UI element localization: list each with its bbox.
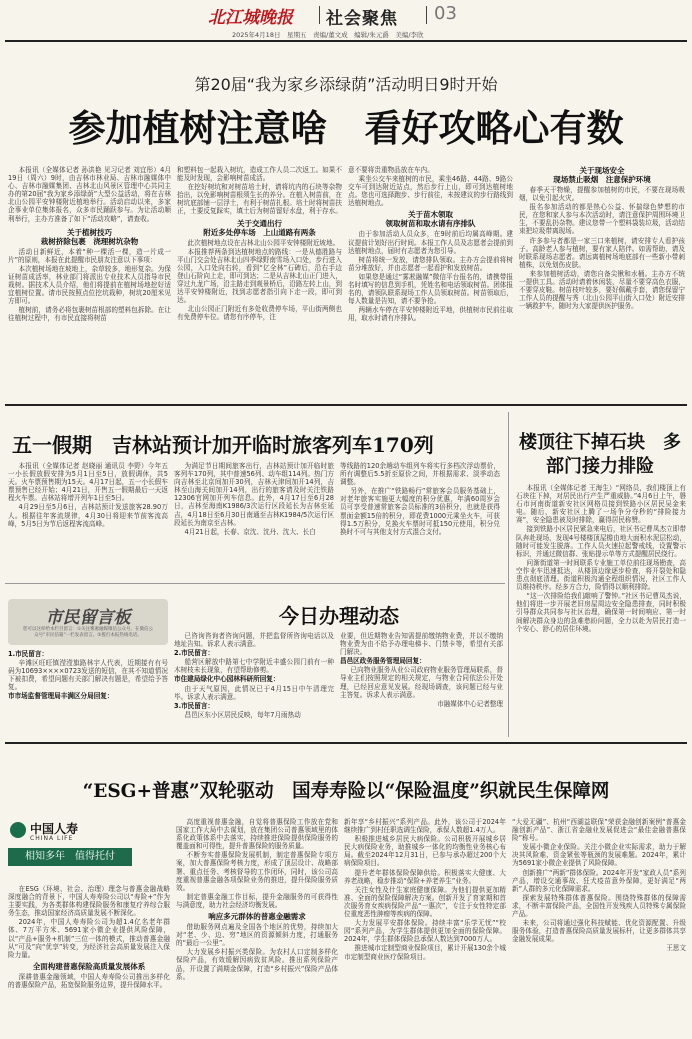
paragraph: 接到铁路小区居民紧急来电后，社区书记曹凤杰立即带队奔赴现场，发现4号楼楼顶屋檐由地大面积水泥层松动，随时可能发生脱落。工作人员火速拉起警戒线，设置警示标识，并通过微信群、张贴提示单等方式提醒居民绕行。 bbox=[516, 525, 686, 558]
paragraph: 辛滩区旺旺镇滢滢旗路林宇人代表，近期接有有号码为10693××××0723发送的短信，在其不知道情况下被扣费，希望问题有关部门解决有题是，希望给予答复。 bbox=[8, 659, 168, 692]
section-title: 社会聚焦 bbox=[326, 9, 398, 29]
paragraph: 本次植树场地在坡地上，杂草较多，地形复杂。为保证树苗成活率，林业部门将派出专业技术人员指导市民栽树。据技术人员介绍，他们将提前在植树场地挖好适宜植树位置。请市民按照点位挖坑栽种，树坑20厘米见方即可。 bbox=[8, 264, 171, 306]
paragraph: 大力发展乡村振兴类保险。为农村人口定制多样化保险产品，有效缓解因病致贫风险。推出系列保险产品，开设置了满期金保障，打造“乡村振兴”保险产品体系。 bbox=[176, 948, 338, 981]
paragraph: 许多参与者都是一家三口来植树，请安排专人看护孩子。高龄老人参与植树，要有家人陪伴。如需帮助，请及时联系现场志愿者。请远离植树场地底部有一些新小带刺植株，以免划伤皮肤。 bbox=[519, 236, 685, 269]
ad-headline: “ESG+普惠”双轮驱动 国寿寿险以“保险温度”织就民生保障网 bbox=[82, 781, 610, 802]
reply-label: 昌邑区政务服务管理局回复： bbox=[340, 657, 426, 666]
paragraph: 为满足节日期间旅客出行，吉林站预计加开临时旅客列车170列，其中普速56列、动车组114列。热门方向吉林至北京间加开30列，吉林天津间加开14列，吉林至山海关间加开14列，出行的旅客请及时关注铁路12306官网加开列车信息。此外，4月17日至6月28日，吉林至海南K1986/3次运行区段延长为吉林至延吉，4月18日至6月30日南通至吉林K1984/5次运行区段延长为南京至吉林。 bbox=[174, 462, 334, 527]
china-life-emblem-icon bbox=[10, 822, 26, 838]
paragraph: 如果您是通过“雾凇融媒”微信平台报名的，请携带报名时填写的信息到手机，凭姓名和电话领取树苗。团体报名的，请领队联系现场工作人员领取树苗。树苗领取后，每人数量是告知，请不要争抢。 bbox=[348, 272, 513, 306]
divider-line bbox=[5, 583, 505, 584]
reply-label: 市住建局绿化中心园林科研所回复： bbox=[174, 675, 280, 684]
paragraph: 探索发展特殊群体普惠保险。围绕特殊群体的保障需求，不断丰富保险产品，全国性开发残疾人员特殊专属保险产品。 bbox=[512, 893, 686, 919]
paragraph: 来参加植树活动，请您自备尖锹和水桶。主办方不统一提供工具。活动时请着休闲装，尽量不要穿高色衣服，不要穿皮鞋。树苗枝叶较多，要好佩戴手套，请您保留宁工作人员的提醒与秀（北山公园平山街入口处）附近安排一辆救护车，随时为大家提供医护服务。 bbox=[519, 269, 685, 311]
column-divider bbox=[508, 412, 509, 737]
china-life-logo bbox=[8, 818, 140, 874]
paragraph: 本报讯（全媒体记者 孙洪艳 见习记者 刘宜彤）4月19日（周六）9时，由吉林市林业局、吉林市融媒体中心、吉林市融媒集团、吉林北山风景区管理中心共同主办的第20届“我为家乡添绿荫”大型公益活动，将在吉林北山公园平安钟楼附近植地举行。活动启动以来，多家企事业单位集体报名，众多市民踊跃参与。为让活动顺利举行，主办方准备了如下“活动攻略”，请查收。 bbox=[8, 166, 171, 223]
paragraph: 春季天干物燥，提醒参加植树的市民，不要在现场吸烟，以免引起火灾。 bbox=[519, 186, 685, 203]
paragraph: 问渐街道第一时间联系专业施工单位前往现场勘查，高空作业车迅速抵达，从楼顶边缘逐步检查，将开裂处和隐患点彻底清理。街道积极沟通全程组织情况，社区工作人员维持秩序。经多方合力，险情得以顺利排除。 bbox=[516, 558, 686, 592]
masthead-divider bbox=[319, 6, 320, 24]
subheading: 响应多元群体的普惠金融需求 bbox=[208, 912, 306, 922]
ad-col-1 bbox=[8, 885, 170, 1035]
paragraph: 大力发展平安群体保险。持续丰富“乐学无忧”“校园”系列产品，为学生群体提供更加全面的保险保障。2024年，学生群体保险总承保人数达到7000万人。 bbox=[344, 919, 506, 944]
paragraph: 等线路的120余趟动车组列车将实行多档次浮动票价，所有调整后5.5折至原价之间，并根据需求、淡季动态调整。 bbox=[340, 462, 500, 487]
paragraph: 未来，公司将通过强化科技赋能、优化资源配置、升级服务体验，打造普惠保险高质量发展标杆，让更多群体共享金融发展成果。 bbox=[512, 919, 686, 944]
paragraph: 本报推荐两条到达植树地点的路线：一是从德胜路与平山门交会处吉林北山四季绿野南雪场入口处，步行进入公园，入口处向右转，看到“亿全林”石碑后，沿右手边登山石阶向上走，即可到达；二是从吉林北山正门进入，穿过九龙广场，沿主路走到观景桥后，沿路左转上山，到达平安钟楼附近，找到志愿者指引向下走一段，即可到达。 bbox=[177, 247, 342, 305]
paragraph: 本报讯（全媒体记者 赵晓丽 通讯员 李野）今年五一小长假放假安排为5月1日至5日，放假调休，共5天。火车票预售期为15天。4月17日起，五一小长假车票预售已经开始；4月21日，开售五一假期最后一天返程火车票。吉林站将增开列车1日至5日。 bbox=[8, 462, 168, 503]
item-label: 1.市民留言： bbox=[8, 650, 49, 658]
paragraph: 深耕普惠金融领域，中国人寿寿险公司推出多样化的普惠保险产品，拓宽保险服务边界，提升保障水平。 bbox=[8, 972, 170, 989]
holiday-headline: 五一假期 吉林站预计加开临时旅客列车170列 bbox=[12, 433, 434, 457]
page-number: 03 bbox=[434, 3, 457, 24]
paragraph: 2024年，中国人寿寿险公司为超1.4亿名老年群体、7万平方米、5691家小微企业提供风险保障，以“产品+服务+机制”三位一体的模式，推动普惠金融从“可及”向“优享”转变，为经济社会高质量发展注入保险力量。 bbox=[8, 918, 170, 959]
subheading: 附近多处停车场 上山道路有两条 bbox=[203, 227, 316, 237]
paragraph: 在ESG（环境、社会、治理）理念与普惠金融战略深度融合的背景下，中国人寿寿险公司以“寿险+”作为主要实践，为各类群体构建保险服务和康复疗养综合服务生态，推动国家经济高质量发展不断深化。 bbox=[8, 885, 170, 918]
reply-label: 市市场监督管理局丰满区分局回复： bbox=[8, 692, 114, 701]
paragraph: 植树前，请务必将包裹树苗根部的塑料包拆除。在让往植树过程中，有市民直接将树苗 bbox=[8, 306, 171, 323]
issue-meta: 2025年4月18日 星期五 责编/董文成 编辑/朱元爵 美编/李欣 bbox=[232, 31, 424, 39]
paragraph: 活动日新鲜近，本着“种一棵活一棵，造一片成一片”的原则，本报在此提醒市民朋友注意以下事项： bbox=[8, 247, 171, 264]
byline: 市融媒体中心记者整理 bbox=[437, 699, 503, 708]
item-label: 2.市民留言： bbox=[174, 649, 215, 658]
paragraph: 4月29日至5月6日，吉林站预计发送旅客28.90万人。根据往年客流规律，4月30日将迎来节前客流高峰，5月5日为节后返程客流高峰。 bbox=[8, 503, 168, 528]
paragraph: 已咨询咨询者咨询问题，并把监督所咨询电话以及地址告知。诉求人表示满意。 bbox=[174, 632, 334, 649]
section-rule-2 bbox=[5, 742, 687, 744]
paragraph: 借助服务网点遍及全国各个地区的优势，持续加大对“老、少、边、穷”地区的资源倾斜力度，打通服务的“最后一公里”。 bbox=[176, 923, 338, 948]
paragraph: 乘坐公交车来植树的市民，乘坐46路、44路、9路公交车可到达附近站点，然后步行上山，即可到达植树地点。您也可选择跑步、步行前往，未按建议的步行路线到达植树地点。 bbox=[348, 175, 513, 208]
subheading: 现场禁止吸烟 注意保护环境 bbox=[553, 175, 651, 184]
paragraph: 业要，但近期物业告知需提前缴纳物业费，并以不缴纳物业费为由不给予办理电梯卡、门禁卡等，希望有关部门解决。 bbox=[340, 632, 503, 657]
slogan-banner: 相知多年 值得托付 bbox=[8, 848, 132, 866]
logo-cn-text: 中国人寿 bbox=[30, 822, 79, 836]
subheading: 关于苗木领取 bbox=[408, 210, 453, 220]
paragraph: 两辆水车停在平安钟楼附近平地，供植树市民前往取用，取水时请有序排队。 bbox=[348, 306, 513, 323]
paragraph: 报名参加活动的都是热心公益、怀揣绿色梦想的市民，在您和家人参与本次活动时，请注意保护周围环境卫生，不要乱扔杂物。建议您带一个塑料袋装垃圾，活动结束把垃圾带离现场。 bbox=[519, 203, 685, 236]
paragraph: 由于天气原因，此情况已于4月15日中午清理完毕。诉求人表示满意。 bbox=[174, 684, 334, 701]
message-board bbox=[8, 595, 168, 735]
ad-col-4 bbox=[512, 818, 686, 1035]
subheading: 栽树挤除包裹 浇理树坑杂物 bbox=[40, 236, 139, 246]
lead-col-2 bbox=[177, 166, 342, 398]
lead-col-1 bbox=[8, 166, 171, 398]
holiday-col-1 bbox=[8, 462, 168, 577]
subheading: 全面构建普惠保险高质量发展体系 bbox=[32, 961, 146, 971]
paragraph: 由于参加活动人员众多，在9时前后均属高峰期。建议提前计划好出行时间。本报工作人员及志愿者会提前到达植树地点，届时有志愿者为您引导。 bbox=[348, 230, 513, 255]
subheading: 关于植树技巧 bbox=[67, 227, 112, 237]
item-label: 3.市民留言： bbox=[174, 701, 215, 710]
paragraph: 另外，在推广“铁路畅行”常旅客会员服务基础上，对老年旅客实施更大幅度的积分优惠，年满60周岁会员可享受普速常旅客会员标准的3倍积分，也就是获得票面金额15倍的积分，即花费1000元乘坐火车，可获得1.5万积分，兑换火车票时可抵150元使用，积分兑换时不可与其他支付方式混合支付。 bbox=[340, 487, 500, 536]
subheading: 关于交通出行 bbox=[237, 218, 282, 228]
paragraph: 提升老年群体保险保障供给。积极落实大健康、大养老战略，稳步推动“保险+养老养生”业务。 bbox=[344, 868, 506, 885]
paragraph: 新年享“乡村振兴”系列产品。此外，该公司于2024年继续推广到村任职选调生保险，承保人数超1.4万人。 bbox=[344, 818, 506, 835]
building-headline: 楼顶往下掉石块 多部门接力排险 bbox=[519, 432, 681, 477]
holiday-col-2 bbox=[174, 462, 334, 577]
section-rule bbox=[5, 404, 687, 406]
paragraph: 发展小微企业保险。关注小微企业实际需求，助力于解决其风险难、资金紧张等瓶颈的发展难题。2024年，累计为5691家小微企业提供了风险保障。 bbox=[512, 843, 686, 868]
paragraph: 创新推广“两新”群体保险。2024年开发“家政人员”系列产品，增设交通事故、狂犬疫苗意外保障，更好满足“两新”人群的多元化保障需求。 bbox=[512, 868, 686, 893]
paragraph: “这一次排险给我们敲响了警钟。”社区书记曹凤杰说，他们将进一步开展老旧房屋周边安全隐患排查，同时积极引导群众共同参与社区治理，确保第一时间响应、第一时间解决群众身边的急难愁盼问题，全力以赴为居民打造一个安心、舒心的居住环境。 bbox=[516, 592, 686, 633]
paragraph: 和塑料包一起栽入树坑，造成工作人员二次返工。如果不能及时发现，会影响树苗成活。 bbox=[177, 166, 342, 183]
today-headline: 今日办理动态 bbox=[279, 604, 399, 628]
newspaper-logo: 北江城晚报 bbox=[208, 8, 293, 28]
paragraph: 树苗将统一发放，请您排队领取。主办方会提前将树苗分堆放好，并由志愿者一起看护和发放树苗。 bbox=[348, 255, 513, 272]
paragraph: 昌邑区东小区居民反映，每年7月雨热动 bbox=[184, 710, 301, 719]
paragraph: 制定普惠金融工作目标，提升金融服务的可获得性与满意度，助力社会经济均衡发展。 bbox=[176, 892, 338, 909]
ad-col-3 bbox=[344, 818, 506, 1035]
paragraph: “大爱无疆”、杭州“西湖益联保”荣获金融创新案例“普惠金融创新产品”、浙江省金融业发展促进会“最佳金融普惠保险”称号。 bbox=[512, 818, 686, 843]
paragraph: 船营区解放中路第七中学附近丰盛公园门前有一种木树枝未长现象，有望帮助修剪。 bbox=[174, 658, 334, 675]
paragraph: 已向物业服务从业公司政府物业服务管理局联系，督导业主们按照规定的相关规定，与物业合同依法公开处理，已经回应意见发展。经现场调查，该问题已经与业主答复。诉求人表示满意。 bbox=[340, 666, 503, 699]
paragraph: 关注女性及什生家庭健康保障。为他们提供更加精准、全面的保险保障解决方案。创新开发了育家期和首次服务育女疾病保险产品“一惠次”，专注于女性特定部位重度恶性肿瘤等疾病的保障。 bbox=[344, 885, 506, 919]
lead-col-4 bbox=[519, 166, 685, 398]
subheading: 关于现场安全 bbox=[579, 166, 625, 175]
paragraph: 此次植树地点设在吉林北山公园平安钟楼附近坡地。 bbox=[187, 238, 340, 247]
building-body bbox=[516, 484, 686, 734]
paragraph: 不断夯实普惠保险发展机制，制定普惠保险专项方案，加大普惠保险考核力度，形成了顶层设计、战略部署、重点任务、考核督导的工作闭环，同时，该公司高度重视普惠金融各项保险业务的推进，提升保险服务质效。 bbox=[176, 851, 338, 892]
message-board-title: 市民留言板 bbox=[45, 608, 131, 628]
today-col-1 bbox=[174, 632, 334, 736]
message-board-items bbox=[8, 650, 168, 735]
paragraph: 在挖好树坑和对树苗培土时，请将坑内的石块等杂物拾出，以免影响树苗根须生长的养分。在植入树苗前，在树坑底部铺一层浮土，有利于树苗扎根。培土时将树苗扶正，土要反复踩实，填土后为树苗留好水盘，利于存水。 bbox=[177, 183, 342, 216]
paragraph: 高度重视普惠金融，自觉将普惠保险工作放在党和国家工作大局中去谋划，放在集团公司普惠领域里的体系化政策体系中去落实，持续推进保险提供保险服务的覆盖面和可得性，提升普惠保险的服务质量。 bbox=[176, 818, 338, 851]
paragraph: 北山公园正门附近有多处收费停车场，平山街两侧也有免费停车位。请您有序停车，注 bbox=[177, 305, 342, 322]
holiday-col-3 bbox=[340, 462, 500, 577]
masthead-divider-2 bbox=[426, 6, 427, 24]
subheading: 领取树苗和取水请有序排队 bbox=[385, 219, 476, 229]
paragraph: 4月21日起，长春、京沈、沈丹、沈大、长白 bbox=[184, 527, 316, 536]
lead-headline: 参加植树注意啥 看好攻略心有数 bbox=[68, 106, 624, 150]
paragraph: 意不要将贵重物品放在车内。 bbox=[348, 166, 434, 174]
ad-col-2 bbox=[176, 818, 338, 1035]
paragraph: 积极推进城乡居民大病保险。公司积极开展城乡居民大病保险业务，助推城乡一体化的均衡性业务核心布局。截至2024年12月31日，已参与承办超过200个大病保险项目。 bbox=[344, 835, 506, 868]
masthead-rule bbox=[5, 40, 687, 42]
lead-kicker: 第20届“我为家乡添绿荫”活动明日9时开始 bbox=[194, 75, 498, 94]
lead-col-3 bbox=[348, 166, 513, 398]
logo-en-text: CHINA LIFE bbox=[30, 835, 74, 842]
paragraph: 本报讯（全媒体记者 王海生）“网络员，我们楼顶上有石块往下掉，对居民出行产生严重威胁。”4月6日上午，磐石市河南街道新安社区网格员接到铁路小区居民吴金来电。随后，新安社区上腾了一场争分夺秒的“排险接力赛”，安全隐患被及时排除，赢得居民称赞。 bbox=[516, 484, 686, 525]
paragraph: 推进城市定制型商业保险项目，累计开展130余个城市定制型商业医疗保险项目。 bbox=[344, 944, 506, 961]
masthead bbox=[0, 0, 692, 40]
byline: 王思文 bbox=[666, 944, 686, 953]
message-board-note: 您可以这样给本栏目留言：①关注雾凇融媒微信公众号，在微信公众号“市民信箱”一栏发表留言。②拨打本报热线电话。 bbox=[22, 627, 154, 638]
today-col-2 bbox=[340, 632, 503, 736]
